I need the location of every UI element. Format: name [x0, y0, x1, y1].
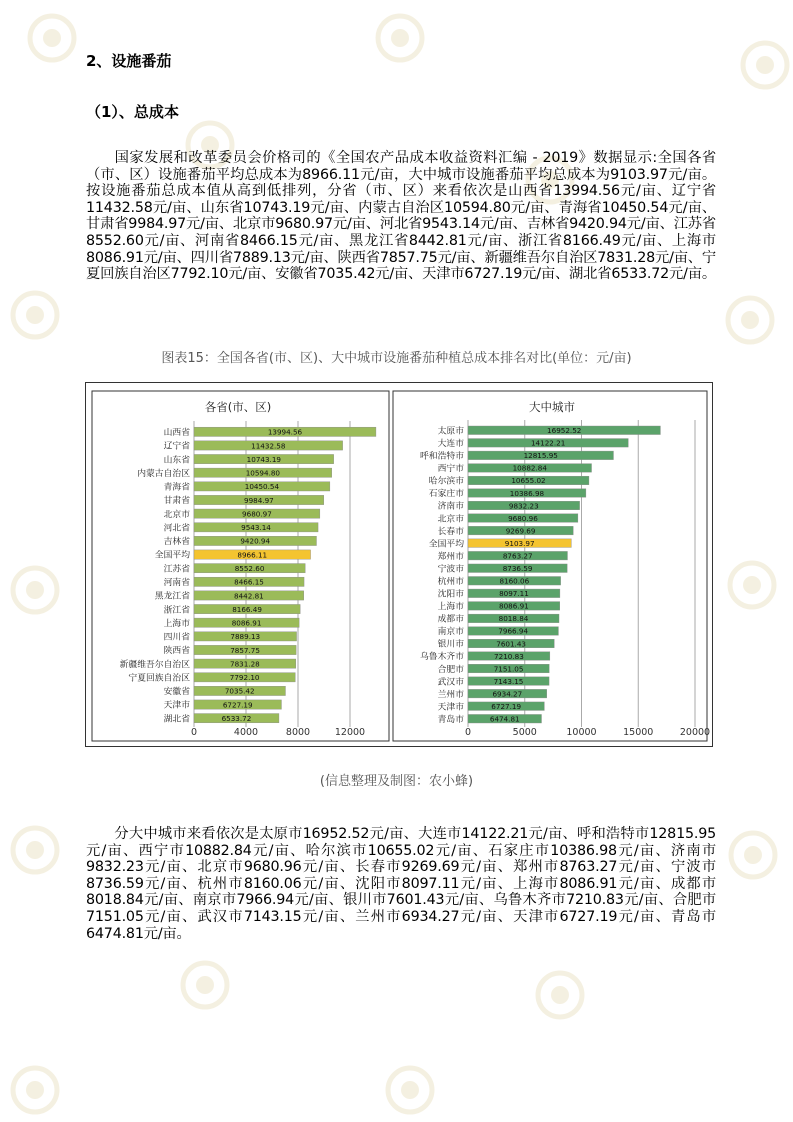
- city-category-label: 沈阳市: [437, 589, 464, 600]
- city-value-label: 9680.96: [508, 513, 538, 523]
- city-value-label: 7601.43: [496, 639, 527, 649]
- province-value-label: 9420.94: [240, 536, 271, 546]
- city-tick-label: 5000: [512, 727, 537, 738]
- city-category-label: 哈尔滨市: [428, 476, 464, 487]
- province-value-label: 13994.56: [267, 427, 303, 437]
- city-tick-label: 15000: [623, 727, 654, 738]
- province-category-label: 青海省: [163, 482, 190, 493]
- city-value-label: 8763.27: [502, 551, 533, 561]
- city-category-label: 北京市: [437, 514, 464, 525]
- city-chart-title: 大中城市: [529, 400, 575, 414]
- watermark-logo-icon: [530, 965, 590, 1025]
- province-category-label: 河北省: [163, 523, 190, 534]
- watermark-logo-icon: [723, 825, 783, 885]
- city-value-label: 7143.15: [493, 676, 524, 686]
- city-category-label: 天津市: [437, 702, 464, 713]
- province-category-label: 黑龙江省: [154, 591, 190, 602]
- city-value-label: 9103.97: [504, 538, 535, 548]
- sub-heading: （1）、总成本: [86, 103, 179, 121]
- section-heading: 2、设施番茄: [86, 52, 172, 70]
- city-value-label: 8018.84: [498, 614, 529, 624]
- city-category-label: 西宁市: [437, 464, 464, 475]
- paragraph-cities-text: 分大中城市来看依次是太原市16952.52元/亩、大连市14122.21元/亩、呼和浩特市12815.95元/亩、西宁市10882.84元/亩、哈尔滨市10655.02元/亩、石家庄市10386.98元/亩、济南市9832.23元/亩、北京市9680.96元/亩、长春市9269.69元/亩、郑州市8763.27元/亩、宁波市8736.59元/亩、杭州市8160.06元/亩、沈阳市8097.11元/亩、上海市8086.91元/亩、成都市8018.84元/亩、南京市7966.94元/亩、银川市7601.43元/亩、乌鲁木齐市7210.83元/亩、合肥市7151.05元/亩、武汉市7143.15元/亩、兰州市6934.27元/亩、天津市6727.19元/亩、青岛市6474.81元/亩。: [86, 826, 716, 942]
- chart-caption: 图表15：全国各省(市、区)、大中城市设施番茄种植总成本排名对比(单位：元/亩): [161, 351, 632, 366]
- watermark-logo-icon: [5, 1060, 65, 1120]
- province-category-label: 山西省: [163, 428, 190, 439]
- source-note: (信息整理及制图：农小蜂): [319, 774, 474, 789]
- city-value-label: 16952.52: [547, 426, 582, 436]
- city-value-label: 10655.02: [511, 476, 546, 486]
- province-category-label: 新疆维吾尔自治区: [119, 659, 190, 670]
- watermark-logo-icon: [380, 1060, 440, 1120]
- city-category-label: 武汉市: [437, 677, 464, 688]
- province-value-label: 8442.81: [234, 591, 264, 601]
- city-value-label: 6474.81: [489, 714, 520, 724]
- province-category-label: 内蒙古自治区: [137, 468, 190, 479]
- city-value-label: 7966.94: [498, 626, 529, 636]
- city-category-label: 济南市: [437, 501, 464, 512]
- watermark-logo-icon: [22, 8, 82, 68]
- city-category-label: 大连市: [437, 439, 464, 450]
- province-value-label: 9984.97: [244, 495, 274, 505]
- city-bars: [468, 426, 660, 724]
- paragraph-cities: [86, 826, 716, 942]
- province-chart-title: 各省(市、区): [204, 400, 272, 414]
- city-category-label: 合肥市: [437, 664, 464, 675]
- watermark-logo-icon: [5, 820, 65, 880]
- watermark-logo-icon: [175, 955, 235, 1015]
- province-tick-label: 8000: [285, 727, 311, 738]
- province-category-label: 宁夏回族自治区: [128, 673, 190, 684]
- province-category-label: 四川省: [163, 632, 190, 643]
- province-value-label: 8966.11: [237, 550, 268, 560]
- province-tick-label: 0: [190, 727, 198, 738]
- city-category-label: 长春市: [437, 526, 464, 537]
- city-tick-label: 10000: [566, 727, 597, 738]
- province-tick-label: 4000: [233, 727, 259, 738]
- paragraph-provinces: [86, 150, 716, 283]
- province-category-label: 湖北省: [163, 714, 190, 725]
- province-chart-panel: [92, 391, 389, 741]
- province-value-label: 6533.72: [221, 713, 252, 723]
- city-category-label: 郑州市: [437, 551, 464, 562]
- province-value-label: 10743.19: [246, 454, 281, 464]
- watermark-logo-icon: [722, 555, 782, 615]
- province-category-label: 全国平均: [154, 550, 190, 561]
- province-category-label: 辽宁省: [163, 441, 190, 452]
- province-value-label: 9543.14: [241, 523, 271, 533]
- province-category-label: 天津市: [163, 700, 190, 711]
- province-category-label: 河南省: [163, 578, 190, 589]
- watermark-logo-icon: [5, 285, 65, 345]
- city-value-label: 10882.84: [512, 463, 547, 473]
- province-value-label: 8086.91: [231, 618, 262, 628]
- province-value-label: 8166.49: [232, 604, 262, 614]
- watermark-logo-icon: [735, 35, 793, 95]
- province-value-label: 7035.42: [224, 686, 255, 696]
- city-tick-label: 20000: [679, 727, 711, 738]
- province-bars: [194, 427, 376, 723]
- city-category-label: 全国平均: [428, 539, 464, 550]
- city-value-label: 8160.06: [499, 576, 530, 586]
- province-value-label: 7831.28: [230, 659, 260, 669]
- province-category-label: 上海市: [163, 618, 190, 629]
- province-category-label: 浙江省: [163, 605, 190, 616]
- province-category-label: 安徽省: [163, 687, 190, 698]
- city-tick-label: 0: [464, 727, 472, 738]
- province-tick-label: 12000: [334, 727, 366, 738]
- province-category-label: 吉林省: [163, 537, 190, 548]
- city-value-label: 6934.27: [492, 689, 523, 699]
- province-value-label: 9680.97: [242, 509, 272, 519]
- city-category-label: 上海市: [437, 602, 464, 613]
- province-value-label: 7857.75: [230, 645, 260, 655]
- province-value-label: 7889.13: [230, 632, 261, 642]
- city-value-label: 8736.59: [502, 564, 533, 574]
- paragraph-provinces-text: 国家发展和改革委员会价格司的《全国农产品成本收益资料汇编 - 2019》数据显示:全国各省（市、区）设施番茄平均总成本为8966.11元/亩，大中城市设施番茄平均总成本为9103.97元/亩。按设施番茄总成本值从高到低排列，分省（市、区）来看依次是山西省13994.56元/亩、辽宁省11432.58元/亩、山东省10743.19元/亩、内蒙古自治区10594.80元/亩、青海省10450.54元/亩、甘肃省9984.97元/亩、北京市9680.97元/亩、河北省9543.14元/亩、吉林省9420.94元/亩、江苏省8552.60元/亩、河南省8466.15元/亩、黑龙江省8442.81元/亩、浙江省8166.49元/亩、上海市8086.91元/亩、四川省7889.13元/亩、陕西省7857.75元/亩、新疆维吾尔自治区7831.28元/亩、宁夏回族自治区7792.10元/亩、安徽省7035.42元/亩、天津市6727.19元/亩、湖北省6533.72元/亩。: [86, 150, 716, 283]
- city-value-label: 7210.83: [494, 651, 524, 661]
- chart-frame: [85, 382, 713, 747]
- province-category-label: 山东省: [163, 455, 190, 466]
- province-category-label: 甘肃省: [163, 496, 190, 507]
- cost-ranking-chart: [86, 383, 712, 746]
- city-chart-panel: [393, 391, 710, 741]
- watermark-logo-icon: [5, 560, 65, 620]
- city-category-label: 呼和浩特市: [420, 451, 464, 462]
- city-value-label: 6727.19: [491, 701, 522, 711]
- city-category-label: 石家庄市: [428, 489, 464, 500]
- city-value-label: 9269.69: [505, 526, 536, 536]
- province-value-label: 10450.54: [244, 482, 280, 492]
- city-category-label: 兰州市: [437, 689, 464, 700]
- city-category-label: 太原市: [437, 426, 464, 437]
- province-category-label: 北京市: [163, 509, 190, 520]
- province-value-label: 8552.60: [234, 563, 265, 573]
- city-value-label: 10386.98: [509, 488, 545, 498]
- city-value-label: 8097.11: [499, 589, 529, 599]
- city-value-label: 12815.95: [523, 451, 558, 461]
- city-category-label: 青岛市: [437, 714, 464, 725]
- province-value-label: 8466.15: [234, 577, 264, 587]
- province-value-label: 10594.80: [245, 468, 281, 478]
- province-value-label: 7792.10: [229, 673, 260, 683]
- city-category-label: 乌鲁木齐市: [420, 652, 464, 663]
- province-value-label: 6727.19: [222, 700, 253, 710]
- watermark-logo-icon: [720, 290, 780, 350]
- city-value-label: 9832.23: [508, 501, 539, 511]
- city-category-label: 宁波市: [437, 564, 464, 575]
- watermark-logo-icon: [370, 8, 430, 68]
- province-category-label: 江苏省: [163, 564, 190, 575]
- city-category-label: 南京市: [437, 627, 464, 638]
- city-category-label: 成都市: [437, 614, 464, 625]
- city-value-label: 14122.21: [530, 438, 566, 448]
- province-category-label: 陕西省: [163, 646, 190, 657]
- province-value-label: 11432.58: [251, 441, 286, 451]
- city-category-label: 银川市: [437, 639, 464, 650]
- city-value-label: 7151.05: [493, 664, 524, 674]
- city-category-label: 杭州市: [437, 576, 464, 587]
- city-value-label: 8086.91: [499, 601, 529, 611]
